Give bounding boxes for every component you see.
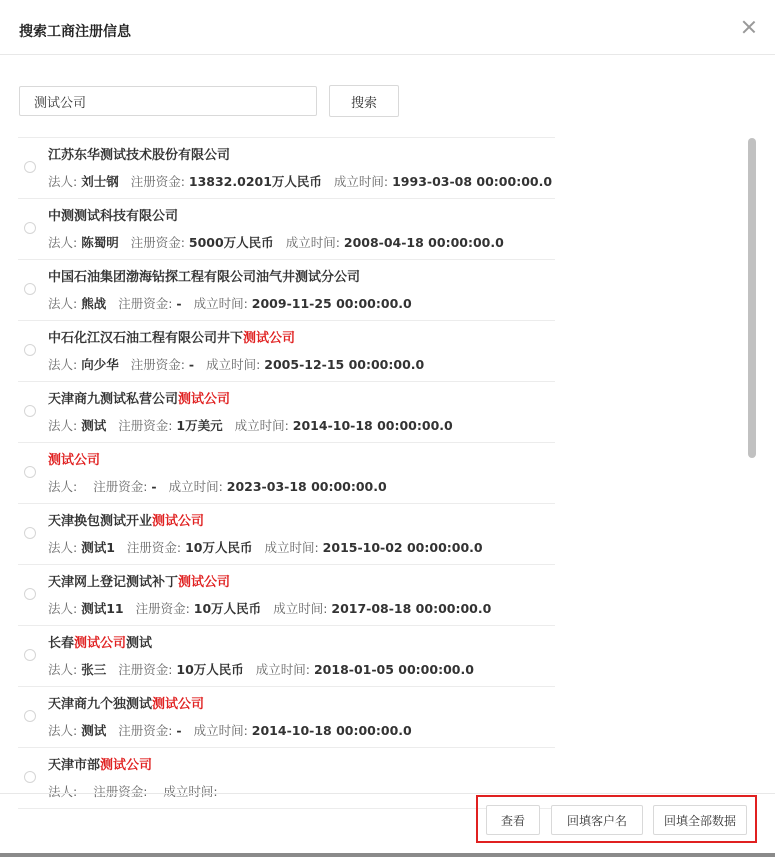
- founded-label: 成立时间:: [193, 723, 252, 738]
- legal-label: 法人:: [48, 418, 82, 433]
- legal-value: 陈蜀明: [81, 235, 119, 250]
- company-name-suffix: 测试: [126, 636, 153, 651]
- company-name: [48, 452, 100, 470]
- view-button[interactable]: 查看: [486, 805, 540, 835]
- result-row[interactable]: [18, 565, 555, 626]
- legal-value: 测试1: [81, 540, 115, 555]
- founded-label: 成立时间:: [333, 174, 393, 189]
- capital-label: 注册资金:: [118, 296, 177, 311]
- capital-label: 注册资金:: [93, 784, 152, 799]
- result-row[interactable]: [18, 443, 555, 504]
- founded-label: 成立时间:: [206, 357, 265, 372]
- company-name-text: 江苏东华测试技术股份有限公司: [48, 148, 231, 163]
- capital-value: 5000万人民币: [188, 235, 274, 250]
- company-name: [48, 147, 230, 165]
- result-radio[interactable]: [24, 161, 36, 173]
- founded-value: 2005-12-15 00:00:00.0: [264, 357, 425, 372]
- company-name-highlight: 测试公司: [243, 331, 296, 346]
- company-meta: [48, 417, 453, 435]
- result-list[interactable]: [18, 137, 555, 799]
- scrollbar-thumb[interactable]: [748, 138, 756, 458]
- legal-label: 法人:: [48, 784, 82, 799]
- company-meta: [48, 173, 552, 191]
- founded-value: 2014-10-18 00:00:00.0: [251, 723, 412, 738]
- capital-label: 注册资金:: [130, 357, 189, 372]
- result-radio[interactable]: [24, 527, 36, 539]
- company-name-text: 天津网上登记测试补丁: [48, 575, 179, 590]
- founded-value: 2009-11-25 00:00:00.0: [251, 296, 412, 311]
- founded-value: 2018-01-05 00:00:00.0: [313, 662, 474, 677]
- result-row[interactable]: [18, 504, 555, 565]
- capital-value: 1万美元: [176, 418, 223, 433]
- company-name-highlight: 测试公司: [48, 453, 101, 468]
- capital-label: 注册资金:: [93, 479, 152, 494]
- result-radio[interactable]: [24, 405, 36, 417]
- result-radio[interactable]: [24, 649, 36, 661]
- company-name-text: 中石化江汉石油工程有限公司井下: [48, 331, 244, 346]
- founded-value: 2014-10-18 00:00:00.0: [292, 418, 453, 433]
- founded-value: 2015-10-02 00:00:00.0: [322, 540, 483, 555]
- result-row[interactable]: [18, 382, 555, 443]
- legal-value: 向少华: [81, 357, 119, 372]
- search-button[interactable]: 搜索: [329, 85, 399, 117]
- company-meta: [48, 600, 491, 618]
- legal-label: 法人:: [48, 662, 82, 677]
- company-name-highlight: 测试公司: [178, 575, 231, 590]
- capital-value: 10万人民币: [176, 662, 244, 677]
- result-row[interactable]: [18, 199, 555, 260]
- company-name-highlight: 测试公司: [100, 758, 153, 773]
- result-radio[interactable]: [24, 710, 36, 722]
- search-input[interactable]: [19, 86, 317, 116]
- result-row[interactable]: [18, 260, 555, 321]
- result-radio[interactable]: [24, 466, 36, 478]
- company-name-text: 天津市部: [48, 758, 101, 773]
- dialog-header: [0, 0, 775, 55]
- company-name-text: 长春: [48, 636, 75, 651]
- company-meta: [48, 295, 412, 313]
- founded-label: 成立时间:: [163, 784, 218, 799]
- legal-value: 张三: [81, 662, 107, 677]
- legal-label: 法人:: [48, 479, 82, 494]
- result-radio[interactable]: [24, 771, 36, 783]
- legal-value: 测试: [81, 418, 107, 433]
- capital-value: -: [151, 479, 157, 494]
- legal-label: 法人:: [48, 723, 82, 738]
- company-name: [48, 757, 152, 775]
- founded-value: 2017-08-18 00:00:00.0: [331, 601, 492, 616]
- legal-value: 熊战: [81, 296, 107, 311]
- founded-label: 成立时间:: [193, 296, 252, 311]
- capital-value: 10万人民币: [185, 540, 253, 555]
- result-radio[interactable]: [24, 344, 36, 356]
- result-row[interactable]: [18, 321, 555, 382]
- result-row[interactable]: [18, 138, 555, 199]
- company-name-highlight: 测试公司: [152, 697, 205, 712]
- company-meta: [48, 478, 387, 496]
- legal-label: 法人:: [48, 357, 82, 372]
- company-name: [48, 391, 230, 409]
- fill-all-data-button[interactable]: 回填全部数据: [653, 805, 747, 835]
- founded-label: 成立时间:: [285, 235, 344, 250]
- result-radio[interactable]: [24, 222, 36, 234]
- legal-label: 法人:: [48, 296, 82, 311]
- legal-value: 测试: [81, 723, 107, 738]
- capital-label: 注册资金:: [130, 174, 189, 189]
- legal-label: 法人:: [48, 174, 82, 189]
- company-name-highlight: 测试公司: [152, 514, 205, 529]
- capital-value: 10万人民币: [193, 601, 262, 616]
- company-meta: [48, 661, 474, 679]
- company-name: [48, 513, 204, 531]
- company-name: [48, 330, 295, 348]
- legal-label: 法人:: [48, 601, 82, 616]
- dialog-title: 搜索工商注册信息: [19, 24, 131, 40]
- company-meta: [48, 539, 483, 557]
- company-meta: [48, 722, 412, 740]
- company-name-text: 天津商九个独测试: [48, 697, 153, 712]
- capital-label: 注册资金:: [118, 418, 177, 433]
- fill-customer-name-button[interactable]: 回填客户名: [551, 805, 643, 835]
- company-name: [48, 574, 230, 592]
- capital-label: 注册资金:: [126, 540, 186, 555]
- capital-label: 注册资金:: [130, 235, 189, 250]
- founded-label: 成立时间:: [168, 479, 227, 494]
- capital-value: -: [188, 357, 195, 372]
- company-name: [48, 696, 204, 714]
- company-meta: [48, 234, 504, 252]
- legal-value: 测试11: [81, 601, 124, 616]
- company-meta: [48, 356, 424, 374]
- capital-value: -: [176, 296, 182, 311]
- company-name-highlight: 测试公司: [74, 636, 127, 651]
- company-name: [48, 269, 360, 287]
- company-name-highlight: 测试公司: [178, 392, 231, 407]
- capital-label: 注册资金:: [118, 662, 177, 677]
- capital-value: -: [176, 723, 182, 738]
- result-row[interactable]: [18, 626, 555, 687]
- company-name: [48, 208, 178, 226]
- founded-value: 2023-03-18 00:00:00.0: [226, 479, 387, 494]
- founded-label: 成立时间:: [264, 540, 323, 555]
- company-name: [48, 635, 152, 653]
- founded-value: 2008-04-18 00:00:00.0: [343, 235, 504, 250]
- founded-label: 成立时间:: [234, 418, 293, 433]
- founded-label: 成立时间:: [255, 662, 314, 677]
- result-radio[interactable]: [24, 283, 36, 295]
- legal-value: 刘士钢: [81, 174, 119, 189]
- legal-label: 法人:: [48, 235, 82, 250]
- window-bottom-bar: [0, 853, 775, 857]
- company-name-text: 中国石油集团渤海钻探工程有限公司油气井测试分公司: [48, 270, 361, 285]
- capital-label: 注册资金:: [135, 601, 194, 616]
- founded-value: 1993-03-08 00:00:00.0: [392, 174, 553, 189]
- legal-label: 法人:: [48, 540, 82, 555]
- company-name-text: 中测测试科技有限公司: [48, 209, 179, 224]
- company-name-text: 天津换包测试开业: [48, 514, 153, 529]
- result-row[interactable]: [18, 687, 555, 748]
- capital-label: 注册资金:: [118, 723, 177, 738]
- close-icon[interactable]: [740, 18, 758, 36]
- company-name-text: 天津商九测试私营公司: [48, 392, 179, 407]
- result-radio[interactable]: [24, 588, 36, 600]
- capital-value: 13832.0201万人民币: [188, 174, 322, 189]
- founded-label: 成立时间:: [273, 601, 332, 616]
